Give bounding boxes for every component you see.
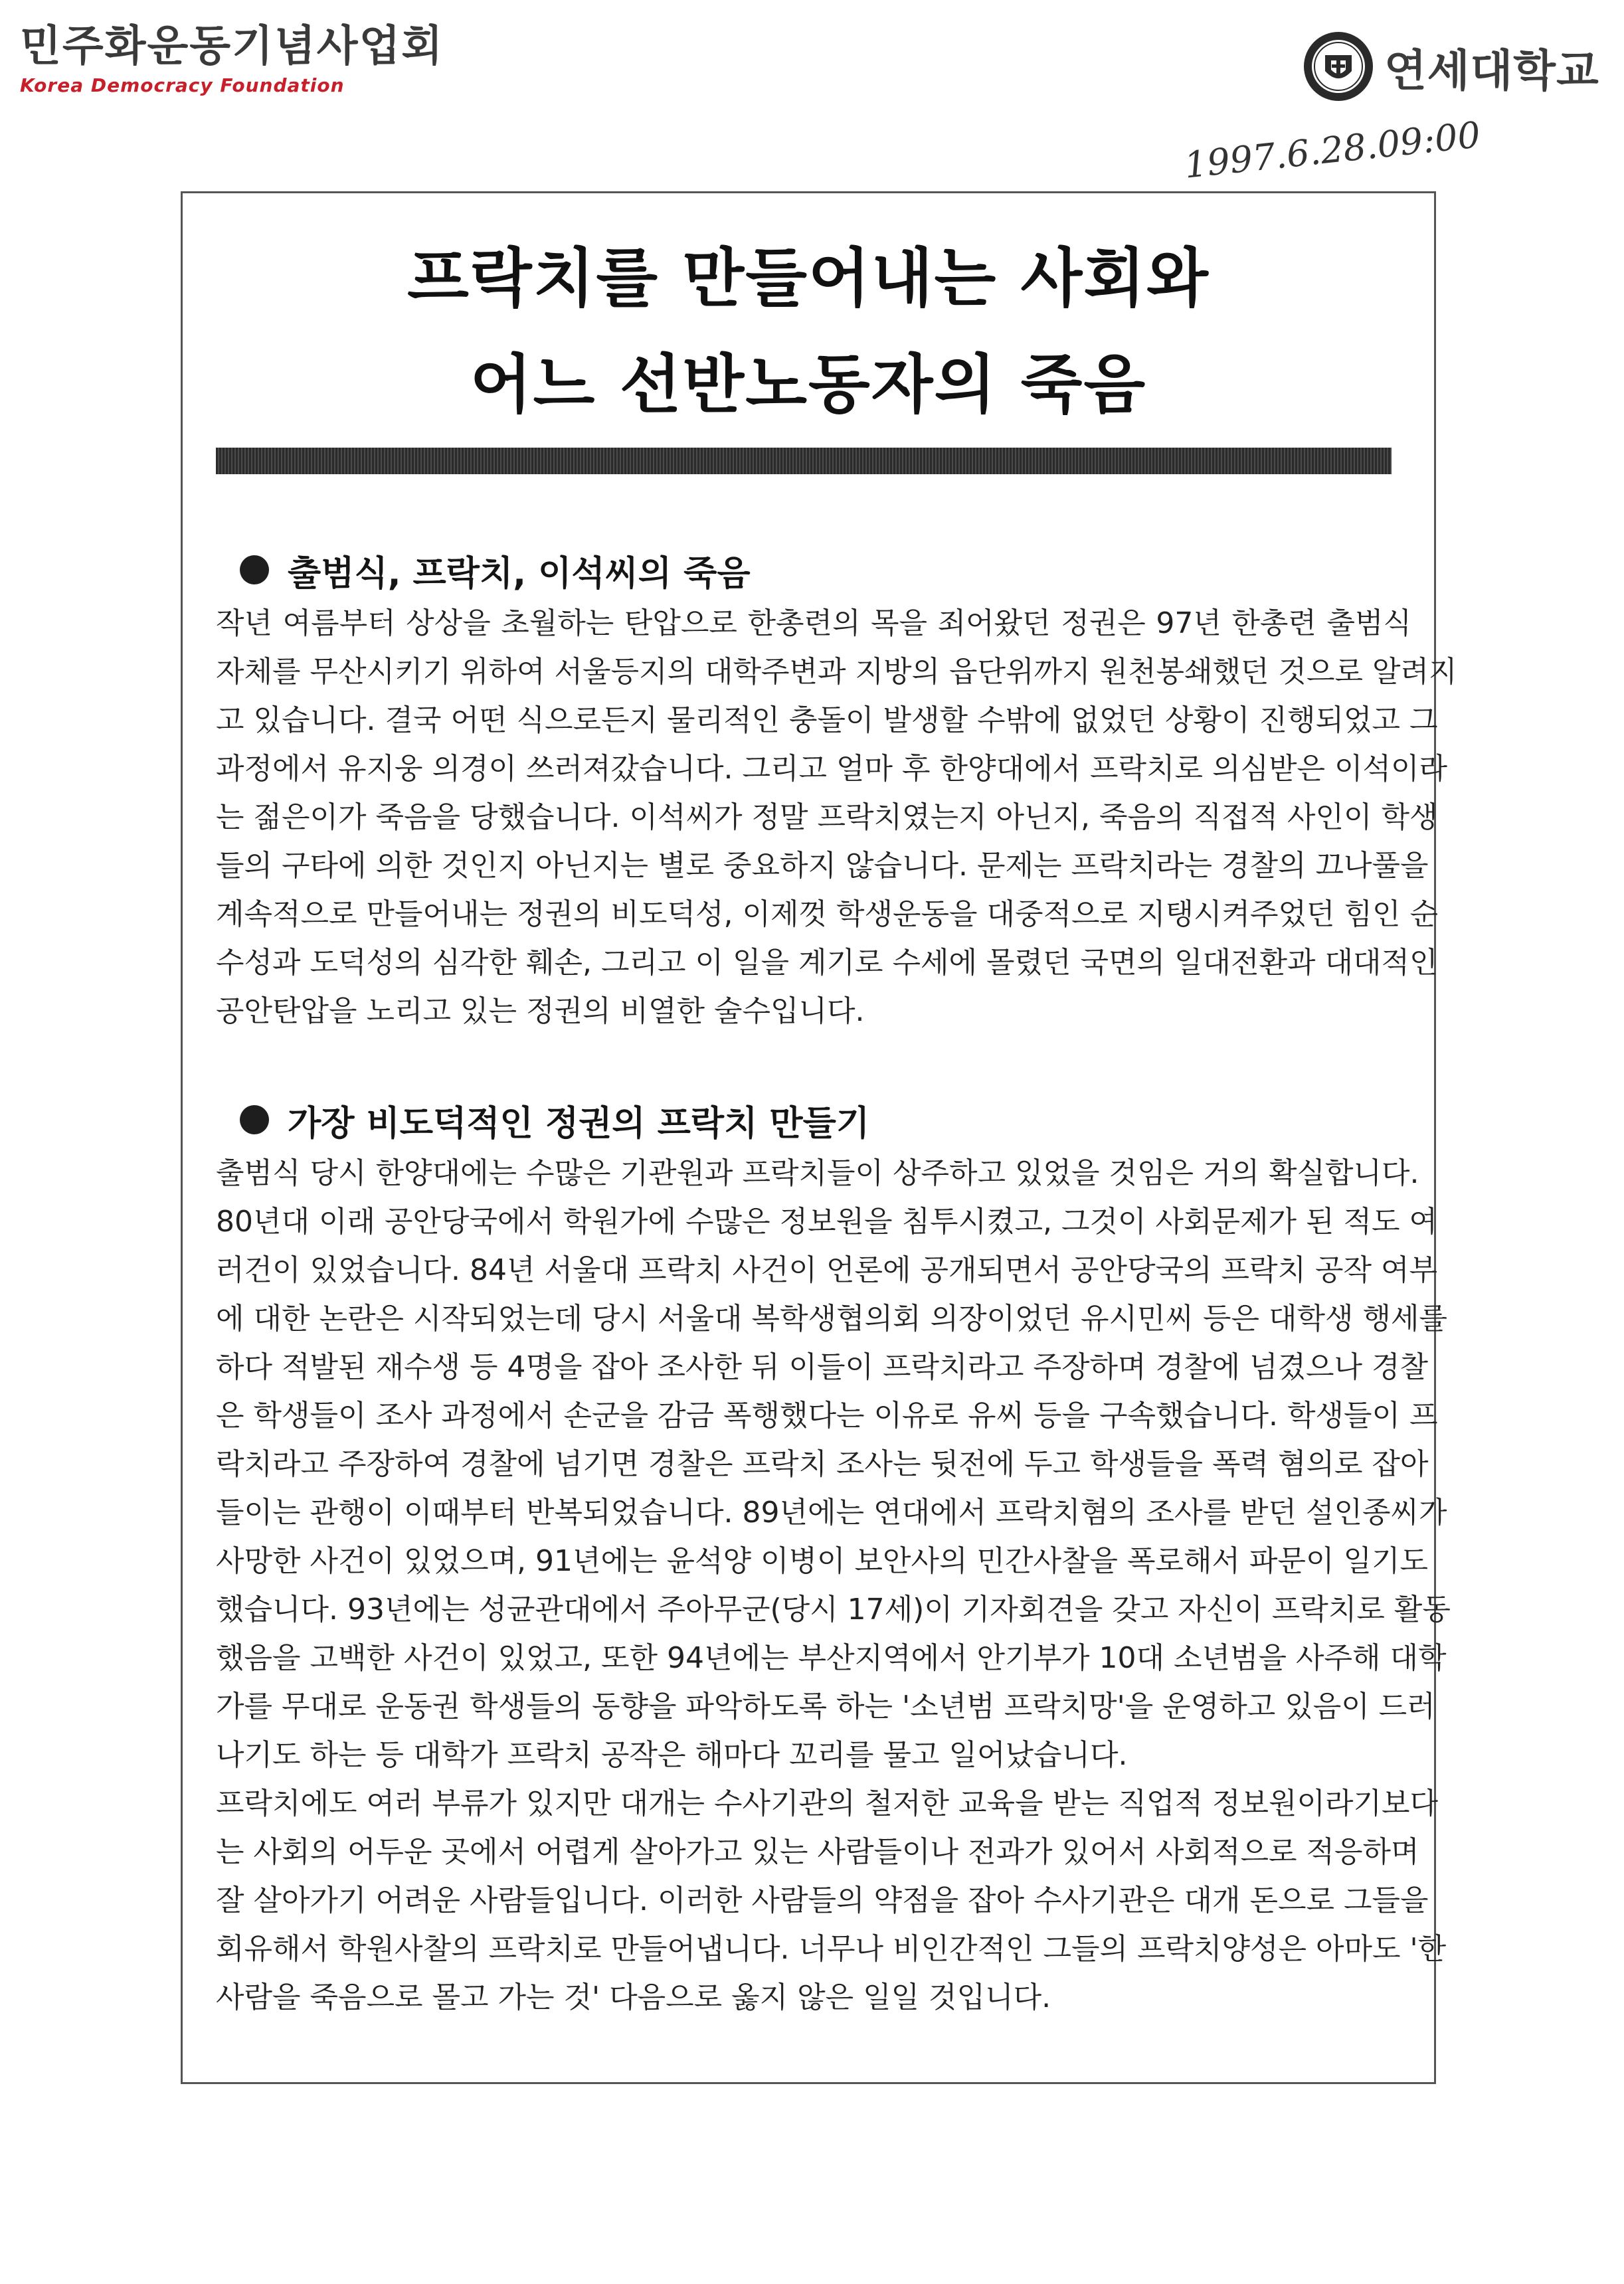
article-title-line-2: 어느 선반노동자의 죽음 [470,347,1147,422]
text-line: 은 학생들이 조사 과정에서 손군을 감금 폭행했다는 이유로 유씨 등을 구속했습니다. 학생들이 프 [216,1399,1438,1433]
text-line: 80년대 이래 공안당국에서 학원가에 수많은 정보원을 침투시켰고, 그것이 사회문제가 된 적도 여 [216,1205,1437,1239]
title-underline-bar [216,448,1392,474]
text-line: 나기도 하는 등 대학가 프락치 공작은 해마다 꼬리를 물고 일어났습니다. [216,1738,1128,1772]
university-name: 연세대학교 [1384,44,1599,96]
text-line: 사망한 사건이 있었으며, 91년에는 윤석양 이병이 보안사의 민간사찰을 폭로해서 파문이 일기도 [216,1544,1428,1578]
org-name-english: Korea Democracy Foundation [20,74,345,96]
org-name-korean: 민주화운동기념사업회 [20,21,444,71]
text-line: 에 대한 논란은 시작되었는데 당시 서울대 복학생협의회 의장이었던 유시민씨 등은 대학생 행세를 [216,1302,1448,1336]
text-line: 자체를 무산시키기 위하여 서울등지의 대학주변과 지방의 읍단위까지 원천봉쇄했던 것으로 알려지 [216,655,1457,689]
text-line: 공안탄압을 노리고 있는 정권의 비열한 술수입니다. [216,994,865,1028]
text-line: 는 젊은이가 죽음을 당했습니다. 이석씨가 정말 프락치였는지 아닌지, 죽음의 직접적 사인이 학생 [216,800,1438,834]
text-line: 하다 적발된 재수생 등 4명을 잡아 조사한 뒤 이들이 프락치라고 주장하며 경찰에 넘겼으나 경찰 [216,1350,1428,1384]
section-1-body [216,599,1457,1035]
section-1 [216,549,1457,1035]
text-line: 러건이 있었습니다. 84년 서울대 프락치 사건이 언론에 공개되면서 공안당국의 프락치 공작 여부 [216,1253,1437,1287]
text-line: 들이는 관행이 이때부터 반복되었습니다. 89년에는 연대에서 프락치혐의 조사를 받던 설인종씨가 [216,1496,1447,1530]
text-line: 락치라고 주장하여 경찰에 넘기면 경찰은 프락치 조사는 뒷전에 두고 학생들을 폭력 혐의로 잡아 [216,1447,1429,1481]
text-line: 출범식 당시 한양대에는 수많은 기관원과 프락치들이 상주하고 있었을 것임은 거의 확실합니다. [216,1156,1419,1190]
text-line: 가를 무대로 운동권 학생들의 동향을 파악하도록 하는 '소년범 프락치망'을 운영하고 있음이 드러 [216,1690,1435,1723]
article-title-line-1: 프락치를 만들어내는 사회와 [407,241,1210,315]
text-line: 들의 구타에 의한 것인지 아닌지는 별로 중요하지 않습니다. 문제는 프락치라는 경찰의 끄나풀을 [216,849,1429,883]
section-2-body [216,1149,1451,2022]
text-line: 작년 여름부터 상상을 초월하는 탄압으로 한총련의 목을 죄어왔던 정권은 97년 한총련 출범식 [216,606,1411,640]
bullet-icon [240,1105,269,1134]
kdf-logo [20,21,444,96]
text-line: 수성과 도덕성의 심각한 훼손, 그리고 이 일을 계기로 수세에 몰렸던 국면의 일대전환과 대대적인 [216,946,1438,980]
article-frame [181,191,1457,2084]
text-line: 잘 살아가기 어려운 사람들입니다. 이러한 사람들의 약점을 잡아 수사기관은 대개 돈으로 그들을 [216,1884,1429,1917]
text-line: 는 사회의 어두운 곳에서 어렵게 살아가고 있는 사람들이나 전과가 있어서 사회적으로 적응하며 [216,1835,1419,1869]
handwritten-date-note: 1997.6.28.09:00 [1182,114,1483,187]
text-line: 과정에서 유지웅 의경이 쓰러져갔습니다. 그리고 얼마 후 한양대에서 프락치로 의심받은 이석이라 [216,752,1448,786]
section-2-heading: 가장 비도덕적인 정권의 프락치 만들기 [288,1103,870,1144]
section-1-header [216,549,1411,594]
text-line: 회유해서 학원사찰의 프락치로 만들어냅니다. 너무나 비인간적인 그들의 프락치양성은 아마도 '한 [216,1932,1447,1966]
yonsei-seal-icon [1302,30,1375,103]
section-1-heading: 출범식, 프락치, 이석씨의 죽음 [288,553,751,594]
text-line: 했습니다. 93년에는 성균관대에서 주아무군(당시 17세)이 기자회견을 갖고 자신이 프락치로 활동 [216,1593,1451,1626]
section-2 [216,1098,1451,2022]
text-line: 사람을 죽음으로 몰고 가는 것' 다음으로 옳지 않은 일일 것입니다. [216,1980,1051,2014]
text-line: 고 있습니다. 결국 어떤 식으로든지 물리적인 충돌이 발생할 수밖에 없었던 상황이 진행되었고 그 [216,703,1438,737]
text-line: 했음을 고백한 사건이 있었고, 또한 94년에는 부산지역에서 안기부가 10대 소년범을 사주해 대학 [216,1641,1447,1675]
text-line: 프락치에도 여러 부류가 있지만 대개는 수사기관의 철저한 교육을 받는 직업적 정보원이라기보다 [216,1787,1439,1820]
yonsei-logo [1302,30,1599,103]
bullet-icon [240,555,269,584]
section-2-header [216,1098,1411,1144]
text-line: 계속적으로 만들어내는 정권의 비도덕성, 이제껏 학생운동을 대중적으로 지탱시켜주었던 힘인 순 [216,897,1439,931]
